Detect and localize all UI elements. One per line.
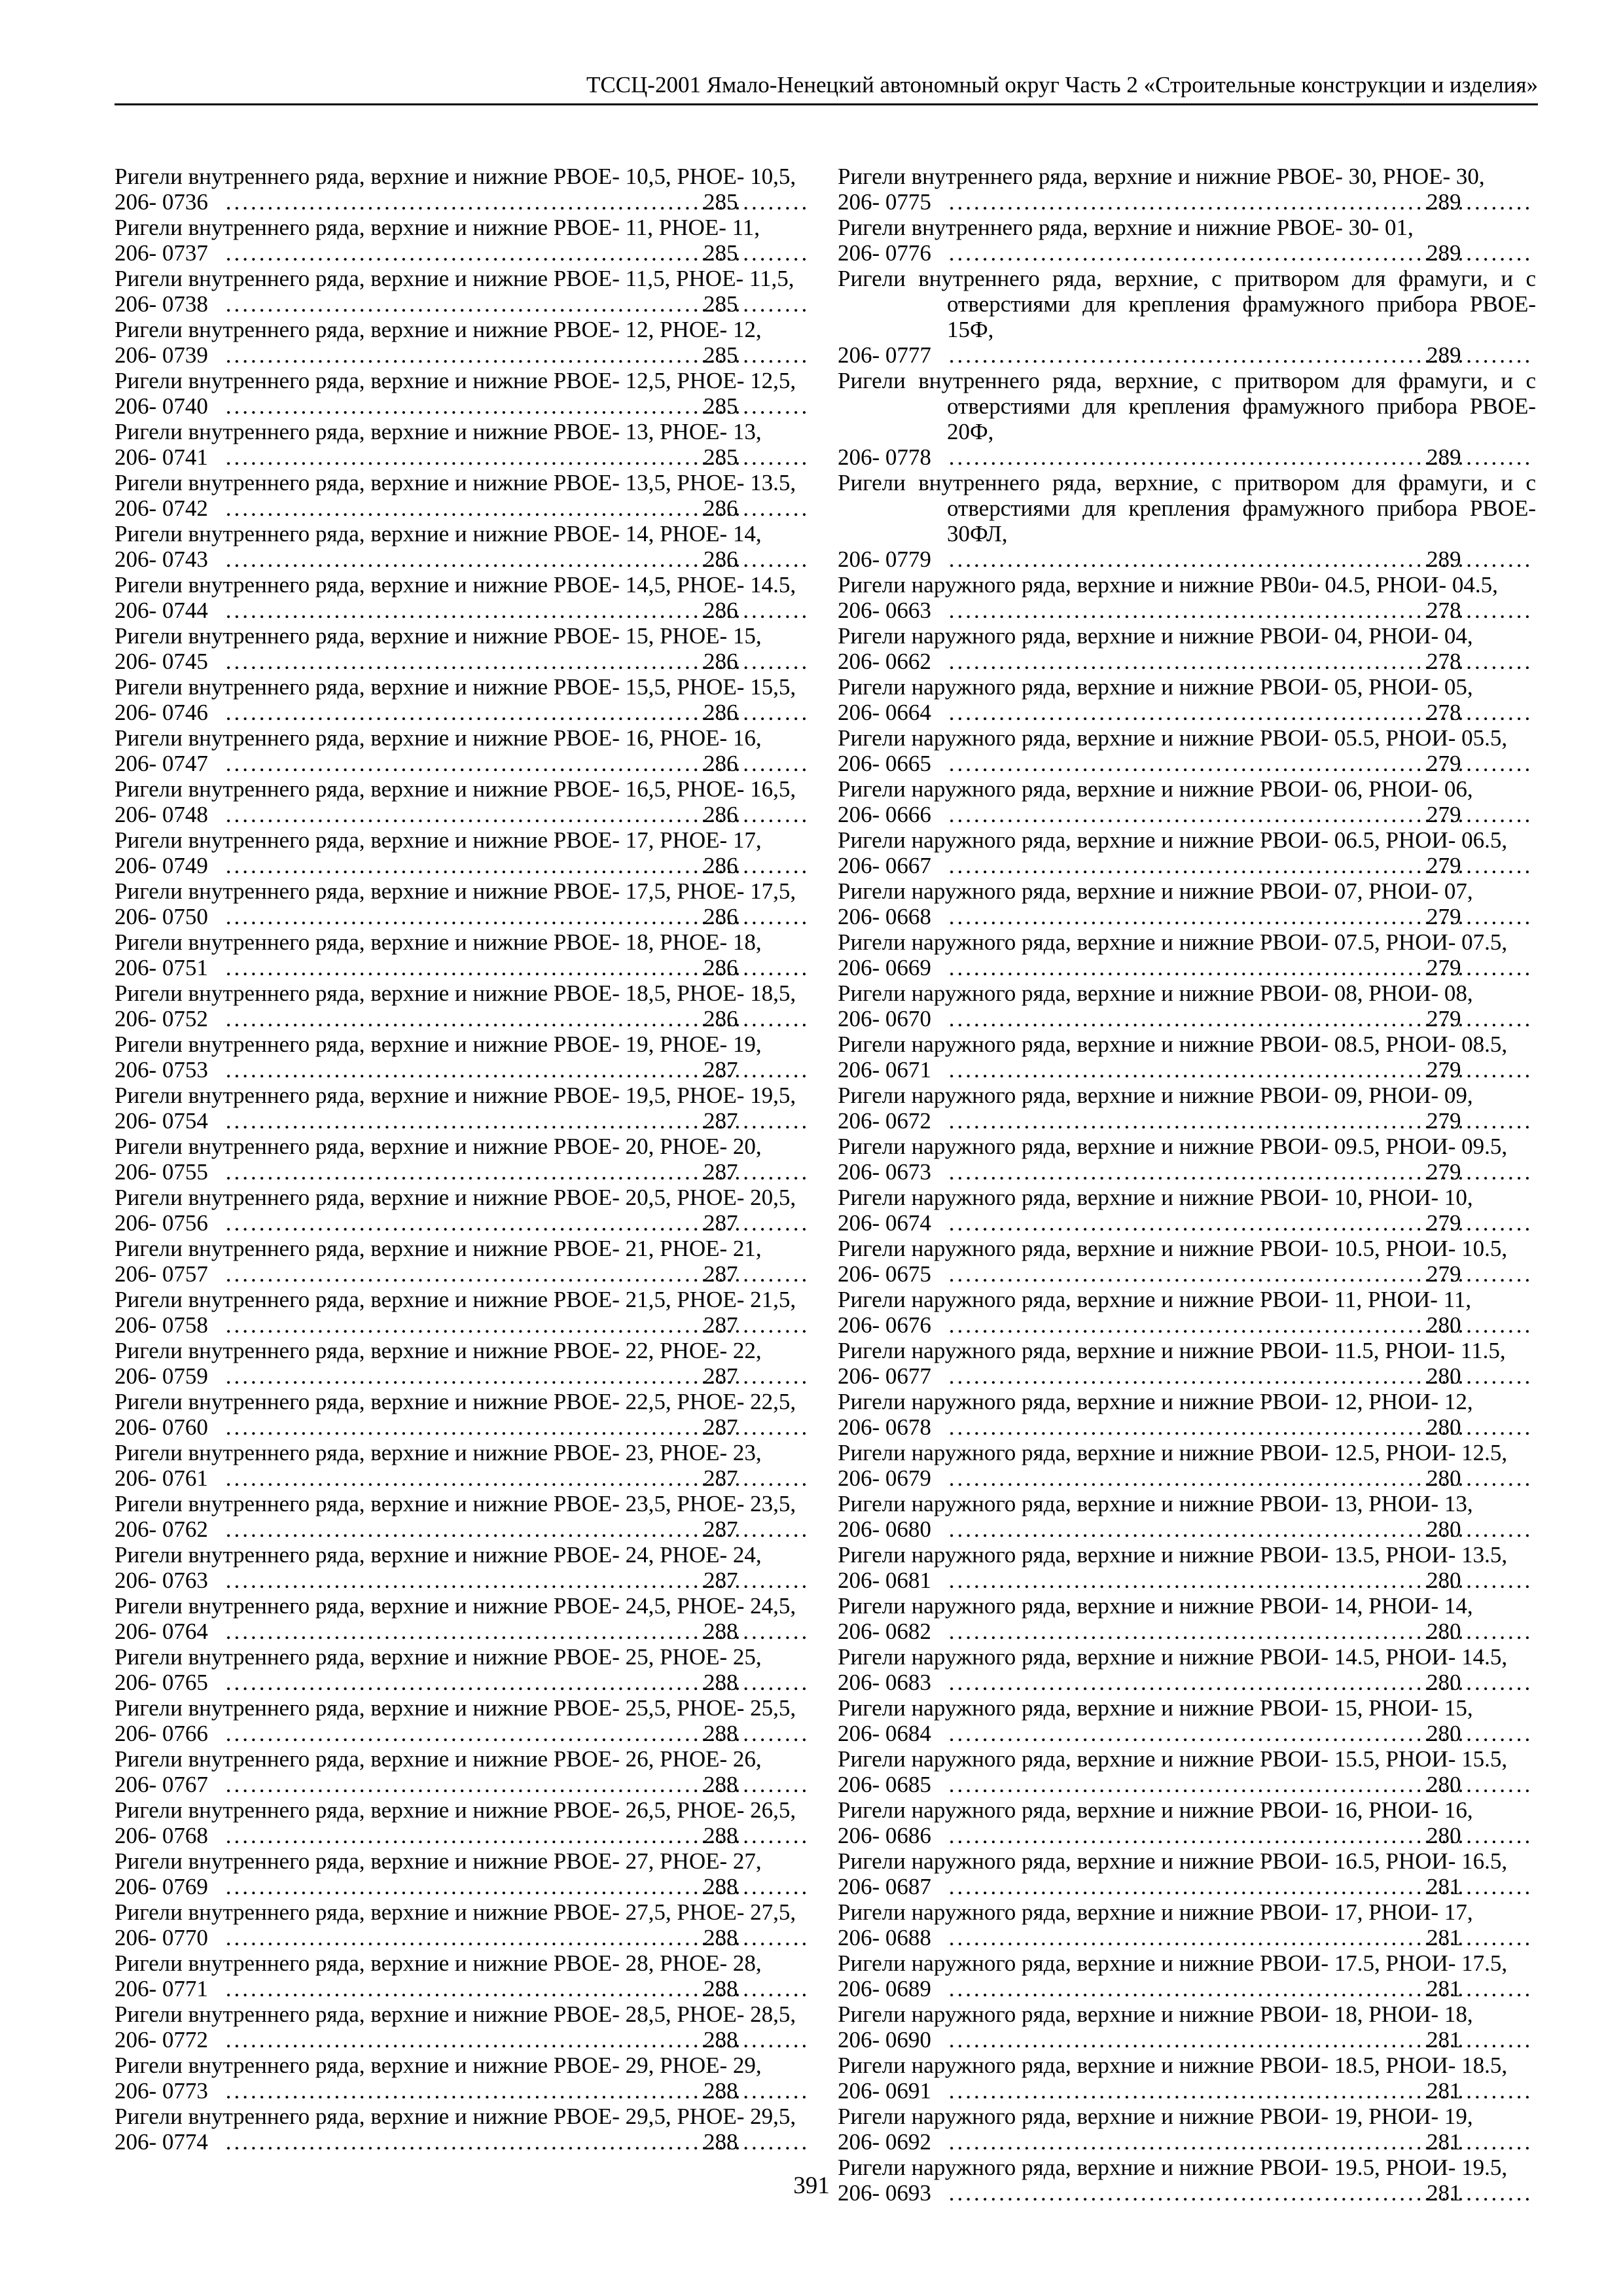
index-entry-leader: 206- 0766 ..... 288 (224, 1721, 813, 1746)
index-entry (115, 1287, 813, 1338)
index-entry-leader: 206- 0737 ..... 285 (224, 240, 813, 266)
index-entry (115, 2001, 813, 2053)
index-entry (838, 1593, 1536, 1644)
index-entry-leader: 206- 0775 ..... 289 (947, 189, 1536, 215)
index-entry (838, 2001, 1536, 2053)
index-entry (115, 1236, 813, 1287)
index-entry-leader: 206- 0761 ..... 287 (224, 1465, 813, 1491)
index-entry-title: Ригели наружного ряда, верхние и нижние РВОИ- 04, РНОИ- 04, (838, 623, 1473, 649)
index-entry-leader: 206- 0745 ..... 286 (224, 649, 813, 674)
index-column-left (115, 164, 813, 2155)
index-entry-title: Ригели внутреннего ряда, верхние и нижние РВОЕ- 25,5, РНОЕ- 25,5, (115, 1695, 796, 1721)
index-entry-leader: 206- 0747 ..... 286 (224, 751, 813, 776)
index-entry-title: Ригели наружного ряда, верхние и нижние РВОИ- 09, РНОИ- 09, (838, 1083, 1473, 1108)
index-entry (115, 266, 813, 317)
index-entry (838, 1491, 1536, 1542)
index-entry-leader: 206- 0690 ..... 281 (947, 2027, 1536, 2053)
index-entry-leader: 206- 0682 ..... 280 (947, 1619, 1536, 1644)
index-entry-leader: 206- 0754 ..... 287 (224, 1108, 813, 1134)
index-entry-title: Ригели наружного ряда, верхние и нижние РВОИ- 17, РНОИ- 17, (838, 1899, 1473, 1925)
index-entry-leader: 206- 0769 ..... 288 (224, 1874, 813, 1899)
index-entry (115, 419, 813, 470)
index-entry-leader: 206- 0750 ..... 286 (224, 904, 813, 929)
index-entry (838, 215, 1536, 266)
index-entry-title: Ригели внутреннего ряда, верхние и нижние РВОЕ- 22,5, РНОЕ- 22,5, (115, 1389, 796, 1414)
index-entry-title: Ригели внутреннего ряда, верхние и нижние РВОЕ- 12, РНОЕ- 12, (115, 317, 762, 342)
index-entry-leader: 206- 0672 ..... 279 (947, 1108, 1536, 1134)
index-entry (838, 1338, 1536, 1389)
index-entry-leader: 206- 0768 ..... 288 (224, 1823, 813, 1848)
index-entry (115, 1083, 813, 1134)
index-entry (838, 878, 1536, 929)
index-entry-leader: 206- 0758 ..... 287 (224, 1312, 813, 1338)
index-entry-leader: 206- 0683 ..... 280 (947, 1670, 1536, 1695)
index-entry-leader: 206- 0752 ..... 286 (224, 1006, 813, 1031)
index-entry-title: Ригели внутреннего ряда, верхние и нижние РВОЕ- 23,5, РНОЕ- 23,5, (115, 1491, 796, 1516)
index-entry (115, 317, 813, 368)
index-entry-leader: 206- 0743 ..... 286 (224, 547, 813, 572)
index-entry (838, 1440, 1536, 1491)
index-entry-leader: 206- 0755 ..... 287 (224, 1159, 813, 1185)
index-entry (838, 1950, 1536, 2001)
index-entry-leader: 206- 0770 ..... 288 (224, 1925, 813, 1950)
index-entry (838, 1134, 1536, 1185)
index-entry-title: Ригели наружного ряда, верхние и нижние РВОИ- 17.5, РНОИ- 17.5, (838, 1950, 1508, 1976)
index-entry-title: Ригели внутреннего ряда, верхние и нижние РВОЕ- 27, РНОЕ- 27, (115, 1848, 762, 1874)
index-entry-title: Ригели внутреннего ряда, верхние и нижние РВОЕ- 15,5, РНОЕ- 15,5, (115, 674, 796, 700)
index-entry-title: Ригели внутреннего ряда, верхние и нижние РВОЕ- 18, РНОЕ- 18, (115, 929, 762, 955)
index-entry-leader: 206- 0741 ..... 285 (224, 444, 813, 470)
index-entry (115, 215, 813, 266)
index-entry (115, 1440, 813, 1491)
index-entry-leader: 206- 0669 ..... 279 (947, 955, 1536, 980)
running-header: ТССЦ-2001 Ямало-Ненецкий автономный округ Часть 2 «Строительные конструкции и изделия» (115, 71, 1538, 105)
index-entry-title: Ригели внутреннего ряда, верхние и нижние РВОЕ- 29,5, РНОЕ- 29,5, (115, 2104, 796, 2129)
index-entry (838, 164, 1536, 215)
index-entry-title: Ригели внутреннего ряда, верхние и нижние РВОЕ- 11, РНОЕ- 11, (115, 215, 760, 240)
index-entry-title: Ригели наружного ряда, верхние и нижние РВОИ- 06, РНОИ- 06, (838, 776, 1473, 802)
index-entry-leader: 206- 0763 ..... 287 (224, 1568, 813, 1593)
index-entry-title: Ригели наружного ряда, верхние и нижние РВОИ- 19, РНОИ- 19, (838, 2104, 1473, 2129)
index-entry (838, 674, 1536, 725)
index-entry-title: Ригели наружного ряда, верхние и нижние РВОИ- 10, РНОИ- 10, (838, 1185, 1473, 1210)
index-entry (115, 1848, 813, 1899)
index-entry-leader: 206- 0753 ..... 287 (224, 1057, 813, 1083)
index-entry-title: Ригели внутреннего ряда, верхние и нижние РВОЕ- 29, РНОЕ- 29, (115, 2053, 762, 2078)
index-entry (115, 2053, 813, 2104)
index-entry (838, 1899, 1536, 1950)
index-entry-title: Ригели наружного ряда, верхние и нижние РВОИ- 15.5, РНОИ- 15.5, (838, 1746, 1508, 1772)
index-entry-title: Ригели внутреннего ряда, верхние и нижние РВОЕ- 22, РНОЕ- 22, (115, 1338, 762, 1363)
index-entry (838, 1644, 1536, 1695)
index-entry (838, 1746, 1536, 1797)
index-entry (838, 470, 1536, 572)
index-entry (838, 929, 1536, 980)
index-entry (115, 1695, 813, 1746)
index-entry-leader: 206- 0677 ..... 280 (947, 1363, 1536, 1389)
index-entry-title: Ригели наружного ряда, верхние и нижние РВОИ- 18, РНОИ- 18, (838, 2001, 1473, 2027)
index-entry (838, 2104, 1536, 2155)
index-entry-leader: 206- 0760 ..... 287 (224, 1414, 813, 1440)
index-entry-leader: 206- 0776 ..... 289 (947, 240, 1536, 266)
index-entry-title: Ригели внутреннего ряда, верхние и нижние РВОЕ- 26, РНОЕ- 26, (115, 1746, 762, 1772)
index-entry-leader: 206- 0665 ..... 279 (947, 751, 1536, 776)
index-entry-leader: 206- 0739 ..... 285 (224, 342, 813, 368)
index-entry (115, 1899, 813, 1950)
index-entry-title: Ригели наружного ряда, верхние и нижние РВОИ- 11.5, РНОИ- 11.5, (838, 1338, 1506, 1363)
index-entry-leader: 206- 0762 ..... 287 (224, 1516, 813, 1542)
index-entry (115, 521, 813, 572)
index-entry (838, 1185, 1536, 1236)
index-entry-title: Ригели внутреннего ряда, верхние, с притвором для фрамуги, и с отверстиями для крепления фрамужного прибора РВОЕ- 20Ф, (838, 368, 1536, 444)
index-entry-title: Ригели внутреннего ряда, верхние и нижние РВОЕ- 14,5, РНОЕ- 14.5, (115, 572, 796, 598)
index-entry-title: Ригели наружного ряда, верхние и нижние РВ0и- 04.5, РНОИ- 04.5, (838, 572, 1498, 598)
index-entry-leader: 206- 0742 ..... 286 (224, 495, 813, 521)
index-entry (838, 1236, 1536, 1287)
index-entry-title: Ригели внутреннего ряда, верхние и нижние РВОЕ- 13, РНОЕ- 13, (115, 419, 762, 444)
index-entry-leader: 206- 0681 ..... 280 (947, 1568, 1536, 1593)
index-entry-title: Ригели внутреннего ряда, верхние и нижние РВОЕ- 21,5, РНОЕ- 21,5, (115, 1287, 796, 1312)
index-entry-leader: 206- 0779 ..... 289 (947, 547, 1536, 572)
index-entry (838, 1389, 1536, 1440)
index-entry-leader: 206- 0777 ..... 289 (947, 342, 1536, 368)
index-entry-title: Ригели наружного ряда, верхние и нижние РВОИ- 16, РНОИ- 16, (838, 1797, 1473, 1823)
index-entry-title: Ригели внутреннего ряда, верхние и нижние РВОЕ- 21, РНОЕ- 21, (115, 1236, 762, 1261)
index-entry (115, 1797, 813, 1848)
index-entry (838, 1542, 1536, 1593)
index-entry (838, 2053, 1536, 2104)
index-column-right (838, 164, 1536, 2206)
index-entry (115, 470, 813, 521)
index-entry-leader: 206- 0686 ..... 280 (947, 1823, 1536, 1848)
index-entry-title: Ригели внутреннего ряда, верхние и нижние РВОЕ- 25, РНОЕ- 25, (115, 1644, 762, 1670)
index-entry-leader: 206- 0773 ..... 288 (224, 2078, 813, 2104)
index-entry-title: Ригели внутреннего ряда, верхние и нижние РВОЕ- 10,5, РНОЕ- 10,5, (115, 164, 796, 189)
index-entry-leader: 206- 0759 ..... 287 (224, 1363, 813, 1389)
index-entry-leader: 206- 0670 ..... 279 (947, 1006, 1536, 1031)
index-entry (115, 1644, 813, 1695)
index-entry-leader: 206- 0738 ..... 285 (224, 291, 813, 317)
index-entry-title: Ригели внутреннего ряда, верхние, с притвором для фрамуги, и с отверстиями для крепления фрамужного прибора РВОЕ- 15Ф, (838, 266, 1536, 342)
index-entry-title: Ригели наружного ряда, верхние и нижние РВОИ- 18.5, РНОИ- 18.5, (838, 2053, 1508, 2078)
index-entry-title: Ригели внутреннего ряда, верхние и нижние РВОЕ- 20,5, РНОЕ- 20,5, (115, 1185, 796, 1210)
index-entry (115, 1593, 813, 1644)
index-entry-title: Ригели наружного ряда, верхние и нижние РВОИ- 07.5, РНОИ- 07.5, (838, 929, 1508, 955)
index-entry (838, 980, 1536, 1031)
index-entry-title: Ригели наружного ряда, верхние и нижние РВОИ- 14.5, РНОИ- 14.5, (838, 1644, 1508, 1670)
index-entry-leader: 206- 0664 ..... 278 (947, 700, 1536, 725)
index-entry-leader: 206- 0778 ..... 289 (947, 444, 1536, 470)
index-entry-title: Ригели внутреннего ряда, верхние и нижние РВОЕ- 27,5, РНОЕ- 27,5, (115, 1899, 796, 1925)
index-entry-title: Ригели наружного ряда, верхние и нижние РВОИ- 15, РНОИ- 15, (838, 1695, 1473, 1721)
index-entry-leader: 206- 0765 ..... 288 (224, 1670, 813, 1695)
index-entry (838, 623, 1536, 674)
index-entry-title: Ригели внутреннего ряда, верхние и нижние РВОЕ- 20, РНОЕ- 20, (115, 1134, 762, 1159)
index-entry-leader: 206- 0689 ..... 281 (947, 1976, 1536, 2001)
index-entry (115, 623, 813, 674)
index-entry-title: Ригели наружного ряда, верхние и нижние РВОИ- 12.5, РНОИ- 12.5, (838, 1440, 1508, 1465)
index-entry-title: Ригели наружного ряда, верхние и нижние РВОИ- 05, РНОИ- 05, (838, 674, 1473, 700)
index-entry (115, 1542, 813, 1593)
index-entry (838, 1031, 1536, 1083)
index-entry-title: Ригели наружного ряда, верхние и нижние РВОИ- 07, РНОИ- 07, (838, 878, 1473, 904)
index-entry-title: Ригели наружного ряда, верхние и нижние РВОИ- 19.5, РНОИ- 19.5, (838, 2155, 1508, 2180)
index-entry-title: Ригели наружного ряда, верхние и нижние РВОИ- 09.5, РНОИ- 09.5, (838, 1134, 1508, 1159)
index-entry (115, 1185, 813, 1236)
index-entry (115, 1950, 813, 2001)
index-entry-leader: 206- 0692 ..... 281 (947, 2129, 1536, 2155)
index-entry-title: Ригели внутреннего ряда, верхние и нижние РВОЕ- 28, РНОЕ- 28, (115, 1950, 762, 1976)
index-entry (838, 266, 1536, 368)
index-entry-leader: 206- 0673 ..... 279 (947, 1159, 1536, 1185)
index-entry (115, 674, 813, 725)
index-entry-title: Ригели наружного ряда, верхние и нижние РВОИ- 08, РНОИ- 08, (838, 980, 1473, 1006)
index-entry-leader: 206- 0756 ..... 287 (224, 1210, 813, 1236)
index-entry-leader: 206- 0774 ..... 288 (224, 2129, 813, 2155)
index-entry-title: Ригели внутреннего ряда, верхние и нижние РВОЕ- 23, РНОЕ- 23, (115, 1440, 762, 1465)
index-entry (115, 164, 813, 215)
index-entry-title: Ригели наружного ряда, верхние и нижние РВОИ- 08.5, РНОИ- 08.5, (838, 1031, 1508, 1057)
index-entry-title: Ригели внутреннего ряда, верхние и нижние РВОЕ- 30, РНОЕ- 30, (838, 164, 1485, 189)
index-entry-title: Ригели внутреннего ряда, верхние и нижние РВОЕ- 16,5, РНОЕ- 16,5, (115, 776, 796, 802)
index-entry (115, 725, 813, 776)
index-entry-leader: 206- 0764 ..... 288 (224, 1619, 813, 1644)
index-entry (115, 980, 813, 1031)
index-entry-title: Ригели внутреннего ряда, верхние и нижние РВОЕ- 16, РНОЕ- 16, (115, 725, 762, 751)
index-entry-leader: 206- 0751 ..... 286 (224, 955, 813, 980)
index-entry (838, 1695, 1536, 1746)
index-entry (115, 572, 813, 623)
index-entry-leader: 206- 0662 ..... 278 (947, 649, 1536, 674)
index-entry-leader: 206- 0767 ..... 288 (224, 1772, 813, 1797)
index-entry-title: Ригели наружного ряда, верхние и нижние РВОИ- 06.5, РНОИ- 06.5, (838, 827, 1508, 853)
index-entry-leader: 206- 0771 ..... 288 (224, 1976, 813, 2001)
index-entry-title: Ригели наружного ряда, верхние и нижние РВОИ- 16.5, РНОИ- 16.5, (838, 1848, 1508, 1874)
index-entry (838, 725, 1536, 776)
index-entry (115, 1134, 813, 1185)
index-entry-title: Ригели наружного ряда, верхние и нижние РВОИ- 13, РНОИ- 13, (838, 1491, 1473, 1516)
index-entry (115, 929, 813, 980)
index-entry-leader: 206- 0687 ..... 281 (947, 1874, 1536, 1899)
index-entry (115, 776, 813, 827)
index-entry-title: Ригели внутреннего ряда, верхние и нижние РВОЕ- 19, РНОЕ- 19, (115, 1031, 762, 1057)
index-entry-title: Ригели внутреннего ряда, верхние и нижние РВОЕ- 19,5, РНОЕ- 19,5, (115, 1083, 796, 1108)
index-entry-title: Ригели внутреннего ряда, верхние и нижние РВОЕ- 28,5, РНОЕ- 28,5, (115, 2001, 796, 2027)
index-entry-title: Ригели внутреннего ряда, верхние и нижние РВОЕ- 24, РНОЕ- 24, (115, 1542, 762, 1568)
index-entry-leader: 206- 0675 ..... 279 (947, 1261, 1536, 1287)
index-entry-leader: 206- 0684 ..... 280 (947, 1721, 1536, 1746)
index-entry (115, 2104, 813, 2155)
index-entry-leader: 206- 0678 ..... 280 (947, 1414, 1536, 1440)
index-entry (115, 1389, 813, 1440)
index-entry-leader: 206- 0667 ..... 279 (947, 853, 1536, 878)
index-entry (838, 1848, 1536, 1899)
index-entry (838, 572, 1536, 623)
index-entry (115, 1746, 813, 1797)
index-entry (838, 368, 1536, 470)
index-entry-title: Ригели наружного ряда, верхние и нижние РВОИ- 05.5, РНОИ- 05.5, (838, 725, 1508, 751)
page-number: 391 (793, 2172, 830, 2199)
index-entry-title: Ригели внутреннего ряда, верхние и нижние РВОЕ- 17, РНОЕ- 17, (115, 827, 762, 853)
index-entry-title: Ригели наружного ряда, верхние и нижние РВОИ- 12, РНОИ- 12, (838, 1389, 1473, 1414)
index-entry-leader: 206- 0693 ..... 281 (947, 2180, 1536, 2206)
index-entry-leader: 206- 0666 ..... 279 (947, 802, 1536, 827)
index-entry-title: Ригели внутреннего ряда, верхние и нижние РВОЕ- 17,5, РНОЕ- 17,5, (115, 878, 796, 904)
index-entry-leader: 206- 0740 ..... 285 (224, 393, 813, 419)
index-entry-leader: 206- 0691 ..... 281 (947, 2078, 1536, 2104)
index-entry-title: Ригели внутреннего ряда, верхние и нижние РВОЕ- 26,5, РНОЕ- 26,5, (115, 1797, 796, 1823)
index-entry-leader: 206- 0671 ..... 279 (947, 1057, 1536, 1083)
index-entry-leader: 206- 0772 ..... 288 (224, 2027, 813, 2053)
index-entry-title: Ригели наружного ряда, верхние и нижние РВОИ- 11, РНОИ- 11, (838, 1287, 1472, 1312)
index-entry (838, 1797, 1536, 1848)
index-entry (115, 368, 813, 419)
index-entry-leader: 206- 0749 ..... 286 (224, 853, 813, 878)
index-entry-leader: 206- 0674 ..... 279 (947, 1210, 1536, 1236)
index-entry-leader: 206- 0736 ..... 285 (224, 189, 813, 215)
index-entry-leader: 206- 0663 ..... 278 (947, 598, 1536, 623)
index-entry-title: Ригели внутреннего ряда, верхние и нижние РВОЕ- 30- 01, (838, 215, 1414, 240)
index-entry (115, 1031, 813, 1083)
index-entry (838, 1083, 1536, 1134)
index-entry-title: Ригели внутреннего ряда, верхние и нижние РВОЕ- 13,5, РНОЕ- 13.5, (115, 470, 796, 495)
index-entry-leader: 206- 0685 ..... 280 (947, 1772, 1536, 1797)
index-entry-leader: 206- 0746 ..... 286 (224, 700, 813, 725)
index-entry-title: Ригели наружного ряда, верхние и нижние РВОИ- 14, РНОИ- 14, (838, 1593, 1473, 1619)
index-entry-title: Ригели наружного ряда, верхние и нижние РВОИ- 10.5, РНОИ- 10.5, (838, 1236, 1508, 1261)
index-entry-leader: 206- 0744 ..... 286 (224, 598, 813, 623)
index-entry-leader: 206- 0688 ..... 281 (947, 1925, 1536, 1950)
index-entry-title: Ригели внутреннего ряда, верхние и нижние РВОЕ- 24,5, РНОЕ- 24,5, (115, 1593, 796, 1619)
index-entry (115, 1491, 813, 1542)
index-entry (838, 776, 1536, 827)
index-entry-title: Ригели внутреннего ряда, верхние и нижние РВОЕ- 11,5, РНОЕ- 11,5, (115, 266, 794, 291)
index-entry-title: Ригели внутреннего ряда, верхние, с притвором для фрамуги, и с отверстиями для крепления фрамужного прибора РВОЕ- 30ФЛ, (838, 470, 1536, 547)
index-entry-title: Ригели внутреннего ряда, верхние и нижние РВОЕ- 14, РНОЕ- 14, (115, 521, 762, 547)
index-entry-leader: 206- 0679 ..... 280 (947, 1465, 1536, 1491)
index-entry-title: Ригели наружного ряда, верхние и нижние РВОИ- 13.5, РНОИ- 13.5, (838, 1542, 1508, 1568)
index-entry-leader: 206- 0748 ..... 286 (224, 802, 813, 827)
index-entry (838, 827, 1536, 878)
index-entry-leader: 206- 0668 ..... 279 (947, 904, 1536, 929)
index-entry-title: Ригели внутреннего ряда, верхние и нижние РВОЕ- 18,5, РНОЕ- 18,5, (115, 980, 796, 1006)
index-entry-leader: 206- 0757 ..... 287 (224, 1261, 813, 1287)
index-entry-title: Ригели внутреннего ряда, верхние и нижние РВОЕ- 15, РНОЕ- 15, (115, 623, 762, 649)
index-entry-leader: 206- 0680 ..... 280 (947, 1516, 1536, 1542)
index-entry (115, 827, 813, 878)
index-entry (115, 878, 813, 929)
index-entry-title: Ригели внутреннего ряда, верхние и нижние РВОЕ- 12,5, РНОЕ- 12,5, (115, 368, 796, 393)
index-entry (838, 1287, 1536, 1338)
index-entry-leader: 206- 0676 ..... 280 (947, 1312, 1536, 1338)
index-entry (115, 1338, 813, 1389)
